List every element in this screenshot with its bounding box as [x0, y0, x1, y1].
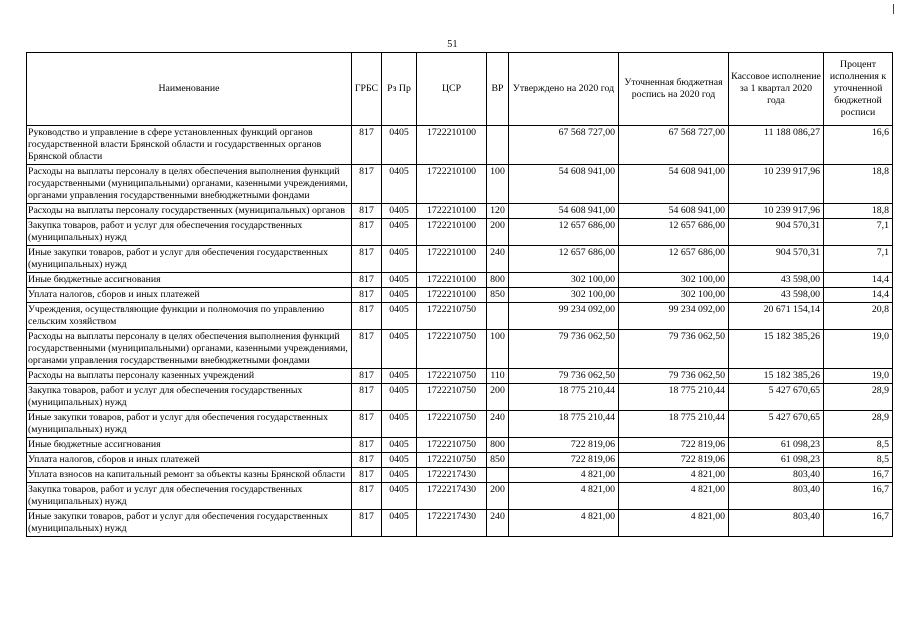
- budget-table: [26, 52, 893, 537]
- row-rzpr-cell: 0405: [382, 165, 417, 204]
- row-name-cell: Иные закупки товаров, работ и услуг для обеспечения государственных (муниципальных) нужд: [27, 246, 352, 273]
- row-refined-cell: 4 821,00: [619, 483, 729, 510]
- row-vr-cell: 100: [487, 165, 509, 204]
- row-approved-cell: 67 568 727,00: [509, 126, 619, 165]
- row-percent-cell: 7,1: [824, 219, 893, 246]
- row-rzpr-cell: 0405: [382, 411, 417, 438]
- row-csr-cell: 1722217430: [417, 468, 487, 483]
- row-name-cell: Расходы на выплаты персоналу в целях обеспечения выполнения функций государственными (муниципальными) органами, казенными учреждениями, органами управления государственными внебюджетными фондами: [27, 330, 352, 369]
- row-cash-cell: 904 570,31: [729, 246, 824, 273]
- table-row: [27, 483, 893, 510]
- row-rzpr-cell: 0405: [382, 369, 417, 384]
- row-grbs-cell: 817: [352, 330, 382, 369]
- row-percent-cell: 19,0: [824, 330, 893, 369]
- row-approved-cell: 722 819,06: [509, 438, 619, 453]
- row-csr-cell: 1722210750: [417, 453, 487, 468]
- row-refined-cell: 4 821,00: [619, 510, 729, 537]
- row-percent-cell: 28,9: [824, 411, 893, 438]
- row-percent-cell: 28,9: [824, 384, 893, 411]
- row-refined-cell: 302 100,00: [619, 288, 729, 303]
- row-grbs-cell: 817: [352, 288, 382, 303]
- row-vr-cell: [487, 468, 509, 483]
- table-row: [27, 438, 893, 453]
- row-percent-cell: 16,6: [824, 126, 893, 165]
- row-csr-cell: 1722210100: [417, 126, 487, 165]
- header-approved: Утверждено на 2020 год: [509, 53, 619, 126]
- row-percent-cell: 7,1: [824, 246, 893, 273]
- row-cash-cell: 11 188 086,27: [729, 126, 824, 165]
- table-row: [27, 369, 893, 384]
- row-cash-cell: 803,40: [729, 483, 824, 510]
- row-approved-cell: 12 657 686,00: [509, 219, 619, 246]
- row-grbs-cell: 817: [352, 246, 382, 273]
- row-percent-cell: 18,8: [824, 165, 893, 204]
- row-percent-cell: 8,5: [824, 453, 893, 468]
- row-cash-cell: 61 098,23: [729, 453, 824, 468]
- row-approved-cell: 54 608 941,00: [509, 204, 619, 219]
- row-name-cell: Уплата взносов на капитальный ремонт за объекты казны Брянской области: [27, 468, 352, 483]
- row-name-cell: Уплата налогов, сборов и иных платежей: [27, 288, 352, 303]
- row-refined-cell: 79 736 062,50: [619, 330, 729, 369]
- row-cash-cell: 803,40: [729, 510, 824, 537]
- row-vr-cell: [487, 303, 509, 330]
- row-refined-cell: 18 775 210,44: [619, 384, 729, 411]
- row-approved-cell: 79 736 062,50: [509, 330, 619, 369]
- header-grbs: ГРБС: [352, 53, 382, 126]
- table-row: [27, 411, 893, 438]
- row-rzpr-cell: 0405: [382, 384, 417, 411]
- page-number: 51: [447, 39, 458, 50]
- row-grbs-cell: 817: [352, 411, 382, 438]
- row-vr-cell: 240: [487, 246, 509, 273]
- row-approved-cell: 4 821,00: [509, 468, 619, 483]
- row-name-cell: Расходы на выплаты персоналу в целях обеспечения выполнения функций государственными (муниципальными) органами, казенными учреждениями, органами управления государственными внебюджетными фондами: [27, 165, 352, 204]
- row-vr-cell: 240: [487, 510, 509, 537]
- row-cash-cell: 5 427 670,65: [729, 384, 824, 411]
- row-approved-cell: 99 234 092,00: [509, 303, 619, 330]
- row-vr-cell: 200: [487, 483, 509, 510]
- row-rzpr-cell: 0405: [382, 204, 417, 219]
- row-grbs-cell: 817: [352, 438, 382, 453]
- row-name-cell: Закупка товаров, работ и услуг для обеспечения государственных (муниципальных) нужд: [27, 219, 352, 246]
- row-percent-cell: 18,8: [824, 204, 893, 219]
- row-csr-cell: 1722210100: [417, 288, 487, 303]
- row-rzpr-cell: 0405: [382, 288, 417, 303]
- row-percent-cell: 20,8: [824, 303, 893, 330]
- row-approved-cell: 302 100,00: [509, 288, 619, 303]
- row-rzpr-cell: 0405: [382, 483, 417, 510]
- row-grbs-cell: 817: [352, 273, 382, 288]
- page-edge-mark: [893, 4, 894, 14]
- row-vr-cell: 100: [487, 330, 509, 369]
- row-approved-cell: 4 821,00: [509, 510, 619, 537]
- row-percent-cell: 16,7: [824, 510, 893, 537]
- row-refined-cell: 99 234 092,00: [619, 303, 729, 330]
- row-cash-cell: 904 570,31: [729, 219, 824, 246]
- table-row: [27, 330, 893, 369]
- row-approved-cell: 302 100,00: [509, 273, 619, 288]
- row-cash-cell: 61 098,23: [729, 438, 824, 453]
- row-csr-cell: 1722210100: [417, 204, 487, 219]
- header-percent: Процент исполнения к уточненной бюджетной росписи: [824, 53, 893, 126]
- row-grbs-cell: 817: [352, 165, 382, 204]
- row-approved-cell: 18 775 210,44: [509, 384, 619, 411]
- row-grbs-cell: 817: [352, 510, 382, 537]
- row-csr-cell: 1722210100: [417, 273, 487, 288]
- row-csr-cell: 1722210750: [417, 384, 487, 411]
- row-cash-cell: 10 239 917,96: [729, 165, 824, 204]
- row-rzpr-cell: 0405: [382, 438, 417, 453]
- row-vr-cell: 200: [487, 384, 509, 411]
- row-percent-cell: 16,7: [824, 483, 893, 510]
- row-grbs-cell: 817: [352, 453, 382, 468]
- row-name-cell: Закупка товаров, работ и услуг для обеспечения государственных (муниципальных) нужд: [27, 384, 352, 411]
- row-vr-cell: 200: [487, 219, 509, 246]
- row-percent-cell: 14,4: [824, 288, 893, 303]
- table-row: [27, 273, 893, 288]
- row-cash-cell: 15 182 385,26: [729, 330, 824, 369]
- header-row: [27, 53, 893, 126]
- row-rzpr-cell: 0405: [382, 126, 417, 165]
- row-rzpr-cell: 0405: [382, 273, 417, 288]
- row-approved-cell: 4 821,00: [509, 483, 619, 510]
- row-csr-cell: 1722210750: [417, 369, 487, 384]
- row-refined-cell: 12 657 686,00: [619, 246, 729, 273]
- row-name-cell: Закупка товаров, работ и услуг для обеспечения государственных (муниципальных) нужд: [27, 483, 352, 510]
- row-vr-cell: 850: [487, 453, 509, 468]
- row-grbs-cell: 817: [352, 219, 382, 246]
- row-approved-cell: 18 775 210,44: [509, 411, 619, 438]
- row-csr-cell: 1722217430: [417, 510, 487, 537]
- table-row: [27, 165, 893, 204]
- row-refined-cell: 722 819,06: [619, 453, 729, 468]
- table-row: [27, 384, 893, 411]
- row-percent-cell: 8,5: [824, 438, 893, 453]
- table-row: [27, 288, 893, 303]
- header-refined: Уточненная бюджетная роспись на 2020 год: [619, 53, 729, 126]
- row-csr-cell: 1722210100: [417, 246, 487, 273]
- row-vr-cell: 120: [487, 204, 509, 219]
- row-grbs-cell: 817: [352, 468, 382, 483]
- row-grbs-cell: 817: [352, 204, 382, 219]
- row-grbs-cell: 817: [352, 369, 382, 384]
- row-refined-cell: 4 821,00: [619, 468, 729, 483]
- row-cash-cell: 43 598,00: [729, 288, 824, 303]
- row-rzpr-cell: 0405: [382, 219, 417, 246]
- row-name-cell: Уплата налогов, сборов и иных платежей: [27, 453, 352, 468]
- row-rzpr-cell: 0405: [382, 330, 417, 369]
- row-rzpr-cell: 0405: [382, 246, 417, 273]
- row-csr-cell: 1722217430: [417, 483, 487, 510]
- table-row: [27, 453, 893, 468]
- row-vr-cell: 110: [487, 369, 509, 384]
- row-refined-cell: 54 608 941,00: [619, 204, 729, 219]
- row-csr-cell: 1722210750: [417, 411, 487, 438]
- row-refined-cell: 54 608 941,00: [619, 165, 729, 204]
- row-vr-cell: 240: [487, 411, 509, 438]
- row-cash-cell: 15 182 385,26: [729, 369, 824, 384]
- row-cash-cell: 5 427 670,65: [729, 411, 824, 438]
- row-approved-cell: 54 608 941,00: [509, 165, 619, 204]
- row-name-cell: Иные закупки товаров, работ и услуг для обеспечения государственных (муниципальных) нужд: [27, 510, 352, 537]
- row-name-cell: Расходы на выплаты персоналу государственных (муниципальных) органов: [27, 204, 352, 219]
- row-vr-cell: 850: [487, 288, 509, 303]
- row-percent-cell: 19,0: [824, 369, 893, 384]
- row-cash-cell: 10 239 917,96: [729, 204, 824, 219]
- row-csr-cell: 1722210750: [417, 303, 487, 330]
- row-refined-cell: 722 819,06: [619, 438, 729, 453]
- row-vr-cell: 800: [487, 273, 509, 288]
- row-name-cell: Руководство и управление в сфере установленных функций органов государственной власти Брянской области и государственных органов Брянской области: [27, 126, 352, 165]
- row-csr-cell: 1722210100: [417, 165, 487, 204]
- row-refined-cell: 79 736 062,50: [619, 369, 729, 384]
- row-name-cell: Расходы на выплаты персоналу казенных учреждений: [27, 369, 352, 384]
- header-cash: Кассовое исполнение за 1 квартал 2020 года: [729, 53, 824, 126]
- row-name-cell: Иные бюджетные ассигнования: [27, 273, 352, 288]
- row-grbs-cell: 817: [352, 126, 382, 165]
- row-cash-cell: 20 671 154,14: [729, 303, 824, 330]
- row-percent-cell: 14,4: [824, 273, 893, 288]
- row-cash-cell: 43 598,00: [729, 273, 824, 288]
- table-row: [27, 204, 893, 219]
- row-name-cell: Учреждения, осуществляющие функции и полномочия по управлению сельским хозяйством: [27, 303, 352, 330]
- header-csr: ЦСР: [417, 53, 487, 126]
- row-grbs-cell: 817: [352, 303, 382, 330]
- row-percent-cell: 16,7: [824, 468, 893, 483]
- row-refined-cell: 67 568 727,00: [619, 126, 729, 165]
- row-grbs-cell: 817: [352, 483, 382, 510]
- row-refined-cell: 18 775 210,44: [619, 411, 729, 438]
- row-csr-cell: 1722210750: [417, 438, 487, 453]
- row-refined-cell: 12 657 686,00: [619, 219, 729, 246]
- table-row: [27, 126, 893, 165]
- row-rzpr-cell: 0405: [382, 453, 417, 468]
- row-approved-cell: 12 657 686,00: [509, 246, 619, 273]
- row-approved-cell: 722 819,06: [509, 453, 619, 468]
- row-csr-cell: 1722210100: [417, 219, 487, 246]
- row-grbs-cell: 817: [352, 384, 382, 411]
- row-cash-cell: 803,40: [729, 468, 824, 483]
- header-vr: ВР: [487, 53, 509, 126]
- table-row: [27, 510, 893, 537]
- row-vr-cell: [487, 126, 509, 165]
- row-vr-cell: 800: [487, 438, 509, 453]
- table-row: [27, 468, 893, 483]
- table-row: [27, 219, 893, 246]
- table-row: [27, 246, 893, 273]
- row-rzpr-cell: 0405: [382, 510, 417, 537]
- table-row: [27, 303, 893, 330]
- row-rzpr-cell: 0405: [382, 468, 417, 483]
- row-approved-cell: 79 736 062,50: [509, 369, 619, 384]
- row-name-cell: Иные бюджетные ассигнования: [27, 438, 352, 453]
- header-name: Наименование: [27, 53, 352, 126]
- row-csr-cell: 1722210750: [417, 330, 487, 369]
- header-rzpr: Рз Пр: [382, 53, 417, 126]
- row-rzpr-cell: 0405: [382, 303, 417, 330]
- row-name-cell: Иные закупки товаров, работ и услуг для обеспечения государственных (муниципальных) нужд: [27, 411, 352, 438]
- row-refined-cell: 302 100,00: [619, 273, 729, 288]
